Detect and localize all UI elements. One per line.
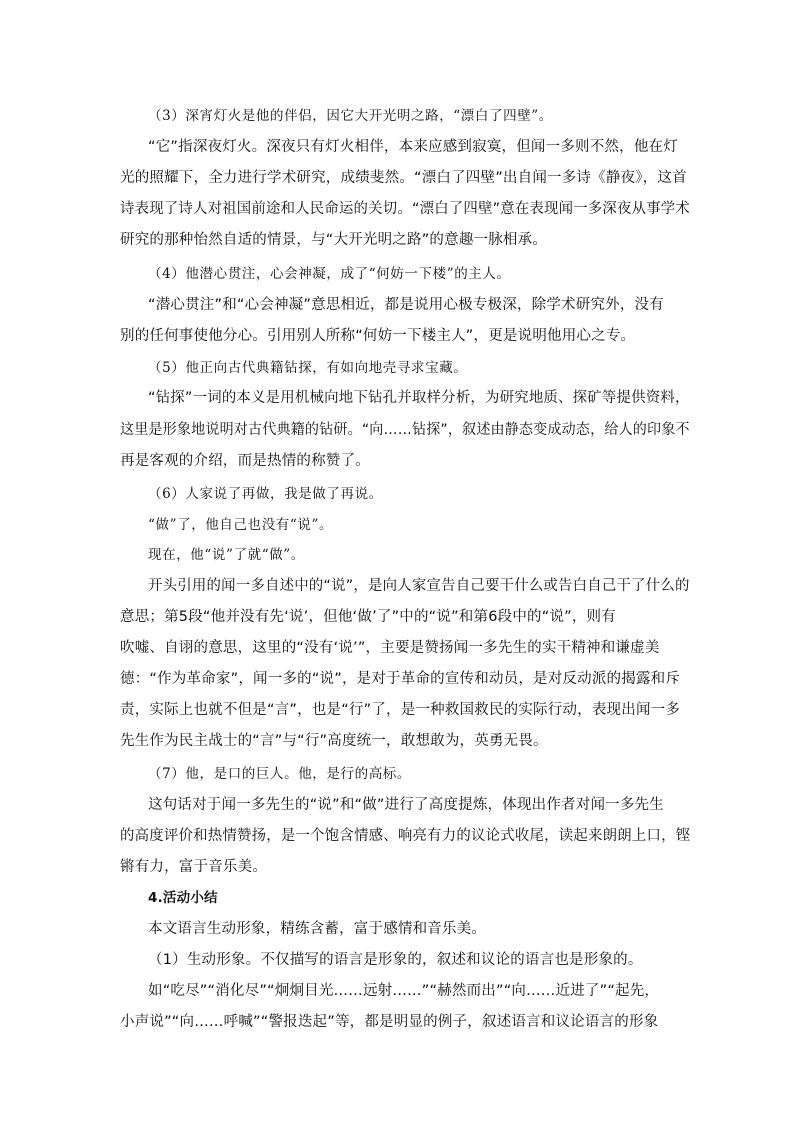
- paragraph-line: 这句话对于闻一多先生的“说”和“做”进行了高度提炼，体现出作者对闻一多先生: [148, 797, 664, 813]
- paragraph-line: “它”指深夜灯火。深夜只有灯火相伴，本来应感到寂寞，但闻一多则不然，他在灯: [148, 139, 678, 155]
- section-heading: 4.活动小结: [148, 890, 218, 906]
- paragraph-line: 再是客观的介绍，而是热情的称赞了。: [120, 453, 370, 469]
- quote-line-6c: 现在，他“说”了就“做”。: [148, 547, 305, 563]
- paragraph-line: 意思；第5段“他并没有先‘说’，但他‘做’了”中的“说”和第6段中的“说”，则有: [120, 609, 616, 625]
- paragraph-line: 责，实际上也就不但是“言”，也是“行”了，是一种救国救民的实际行动，表现出闻一多: [120, 702, 681, 718]
- paragraph-line: 别的任何事使他分心。引用别人所称“何妨一下楼主人”，更是说明他用心之专。: [120, 328, 636, 344]
- paragraph-line: 锵有力，富于音乐美。: [120, 859, 267, 875]
- paragraph-line: 这里是形象地说明对古代典籍的钻研。“向……钻探”，叙述由静态变成动态，给人的印象不: [120, 422, 690, 438]
- quote-line-7: （7）他，是口的巨人。他，是行的高标。: [148, 766, 411, 782]
- paragraph-line: 先生作为民主战士的“言”与“行”高度统一，敢想敢为，英勇无畏。: [120, 733, 548, 749]
- paragraph-line: 研究的那种怡然自适的情景，与“大开光明之路”的意趣一脉相承。: [120, 232, 548, 248]
- paragraph-line: （1）生动形象。不仅描写的语言是形象的，叙述和议论的语言也是形象的。: [148, 952, 643, 968]
- paragraph-line: “潜心贯注”和“心会神凝”意思相近，都是说用心极专极深，除学术研究外，没有: [148, 297, 664, 313]
- paragraph-line: “钻探”一词的本义是用机械向地下钻孔并取样分析，为研究地质、探矿等提供资料，: [148, 390, 690, 406]
- paragraph-line: 的高度评价和热情赞扬，是一个饱含情感、响亮有力的议论式收尾，读起来朗朗上口，铿: [120, 828, 691, 844]
- paragraph-line: 光的照耀下，全力进行学术研究，成绩斐然。“漂白了四壁”出自闻一多诗《静夜》，这首: [120, 170, 687, 186]
- paragraph-line: 小声说”“向……呼喊”“警报迭起”等，都是明显的例子，叙述语言和议论语言的形象: [120, 1014, 659, 1030]
- paragraph-line: 开头引用的闻一多自述中的“说”，是向人家宣告自己要干什么或告白自己干了什么的: [148, 578, 690, 594]
- quote-line-4: （4）他潜心贯注，心会神凝，成了“何妨一下楼”的主人。: [148, 266, 511, 282]
- paragraph-line: 如“吃尽”“消化尽”“炯炯目光……远射……”“赫然而出”“向……近进了”“起先，: [148, 983, 660, 999]
- paragraph-line: 吹嘘、自诩的意思，这里的“没有‘说’”，主要是赞扬闻一多先生的实干精神和谦虚美: [120, 640, 660, 656]
- quote-line-6b: “做”了，他自己也没有“说”。: [148, 517, 334, 533]
- quote-line-6: （6）人家说了再做，我是做了再说。: [148, 486, 383, 502]
- quote-line-5: （5）他正向古代典籍钻探，有如向地壳寻求宝藏。: [148, 360, 468, 376]
- paragraph-line: 德：“作为革命家”，闻一多的“说”，是对于革命的宣传和动员，是对反动派的揭露和斥: [120, 671, 681, 687]
- paragraph-line: 本文语言生动形象，精练含蓄，富于感情和音乐美。: [148, 921, 487, 937]
- quote-line-3: （3）深宵灯火是他的伴侣，因它大开光明之路，“漂白了四壁”。: [148, 108, 553, 124]
- paragraph-line: 诗表现了诗人对祖国前途和人民命运的关切。“漂白了四壁”意在表现闻一多深夜从事学术: [120, 201, 691, 217]
